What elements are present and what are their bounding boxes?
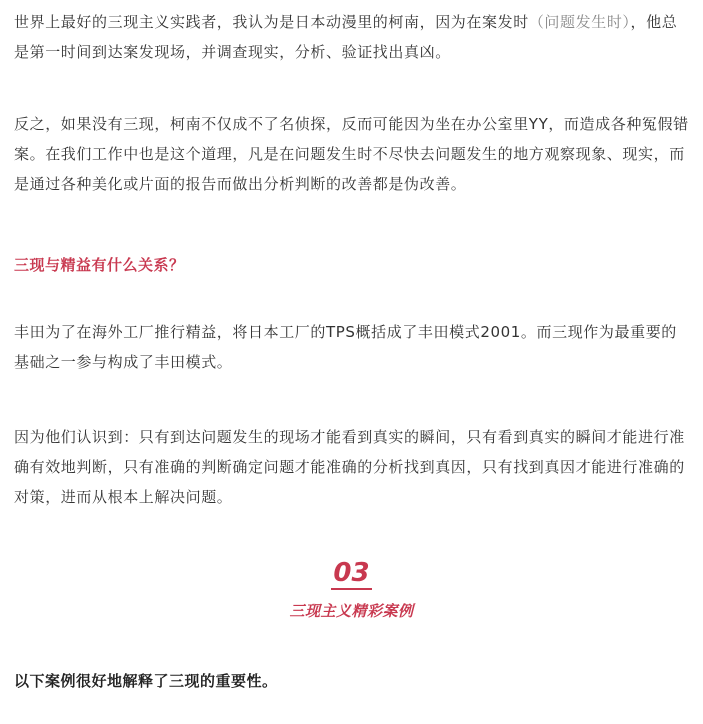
paragraph-conan-aside: （问题发生时）	[528, 13, 631, 31]
paragraph-conan	[14, 7, 689, 67]
paragraph-toyota-way: 丰田为了在海外工厂推行精益，将日本工厂的TPS概括成了丰田模式2001。而三现作为最重要的基础之一参与构成了丰田模式。	[14, 323, 677, 371]
section-number	[0, 556, 703, 590]
paragraph-conan-text: 世界上最好的三现主义实践者，我认为是日本动漫里的柯南，因为在案发时	[14, 13, 529, 31]
section-subheading: 三现与精益有什么关系？	[14, 256, 185, 274]
paragraph-counterexample: 反之，如果没有三现，柯南不仅成不了名侦探，反而可能因为坐在办公室里YY，而造成各种冤假错案。在我们工作中也是这个道理，凡是在问题发生时不尽快去问题发生的地方观察现象、现实，而是通过各种美化或片面的报告而做出分析判断的改善都是伪改善。	[14, 115, 689, 193]
paragraph-conan-end: ，他总是第一时间到达案发现场，并调查现实，分析、验证找出真凶。	[14, 13, 678, 61]
section-title: 三现主义精彩案例	[289, 602, 414, 620]
lead-sentence: 以下案例很好地解释了三现的重要性。	[14, 672, 278, 690]
paragraph-realization: 因为他们认识到：只有到达问题发生的现场才能看到真实的瞬间，只有看到真实的瞬间才能进行准确有效地判断，只有准确的判断确定问题才能准确的分析找到真因，只有找到真因才能进行准确的对策，进而从根本上解决问题。	[14, 428, 685, 506]
section-number-text: 03	[333, 558, 370, 588]
